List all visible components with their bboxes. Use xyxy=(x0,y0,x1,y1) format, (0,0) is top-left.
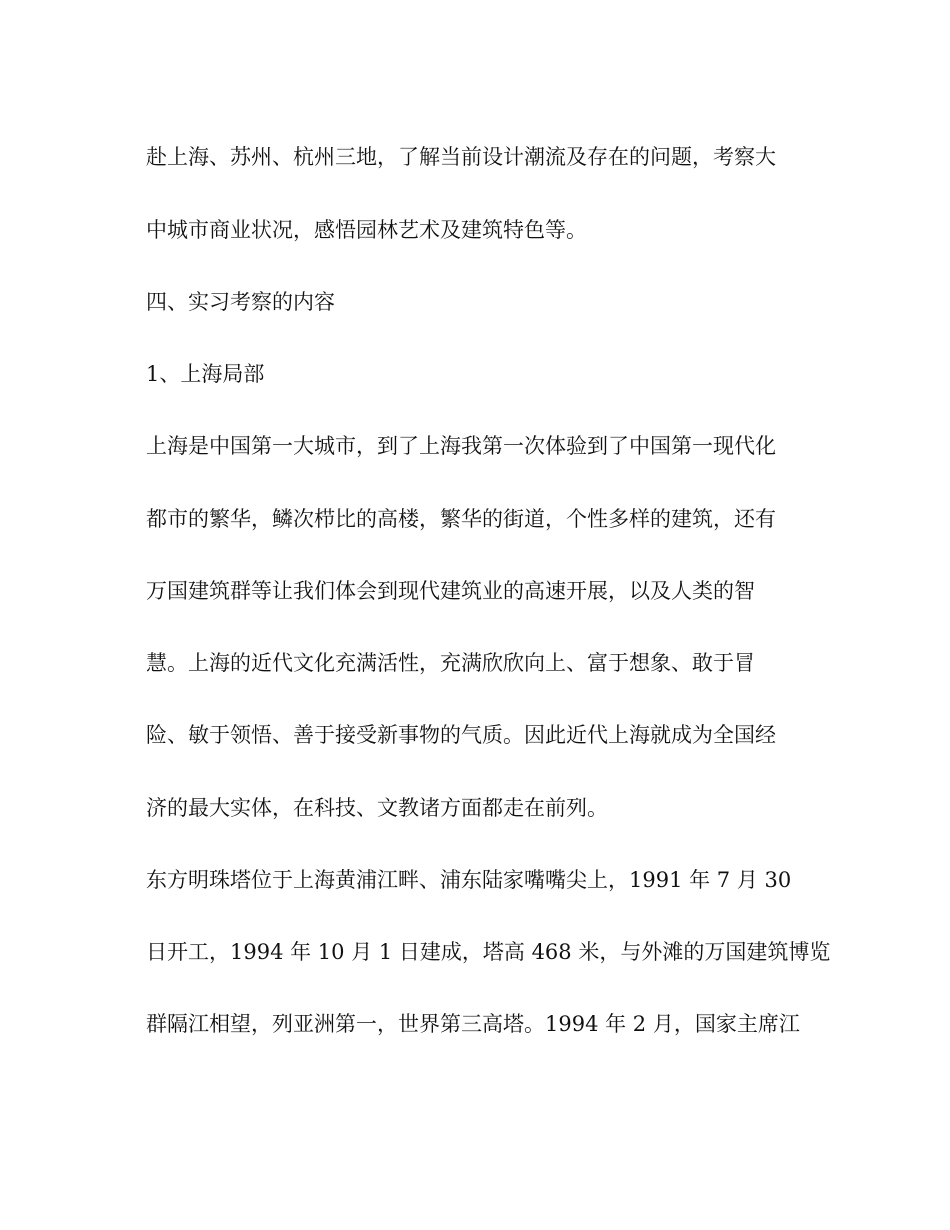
text-line: 群隔江相望，列亚洲第一，世界第三高塔。1994 年 2 月，国家主席江 xyxy=(146,1012,800,1036)
text-line: 东方明珠塔位于上海黄浦江畔、浦东陆家嘴嘴尖上，1991 年 7 月 30 xyxy=(146,868,792,892)
text-line: 都市的繁华，鳞次栉比的高楼，繁华的街道，个性多样的建筑，还有 xyxy=(146,507,776,531)
text-line: 赴上海、苏州、杭州三地，了解当前设计潮流及存在的问题，考察大 xyxy=(146,145,776,169)
text-line: 中城市商业状况，感悟园林艺术及建筑特色等。 xyxy=(146,218,587,242)
text-line: 日开工，1994 年 10 月 1 日建成，塔高 468 米，与外滩的万国建筑博览 xyxy=(146,940,831,964)
text-line: 上海是中国第一大城市，到了上海我第一次体验到了中国第一现代化 xyxy=(146,434,776,458)
text-line: 险、敏于领悟、善于接受新事物的气质。因此近代上海就成为全国经 xyxy=(146,723,776,747)
text-line: 济的最大实体，在科技、文教诸方面都走在前列。 xyxy=(146,796,608,820)
section-heading: 四、实习考察的内容 xyxy=(146,290,335,314)
text-line: 慧。上海的近代文化充满活性，充满欣欣向上、富于想象、敢于冒 xyxy=(146,651,755,675)
text-line: 万国建筑群等让我们体会到现代建筑业的高速开展，以及人类的智 xyxy=(146,579,755,603)
subsection-heading: 1、上海局部 xyxy=(146,362,265,386)
